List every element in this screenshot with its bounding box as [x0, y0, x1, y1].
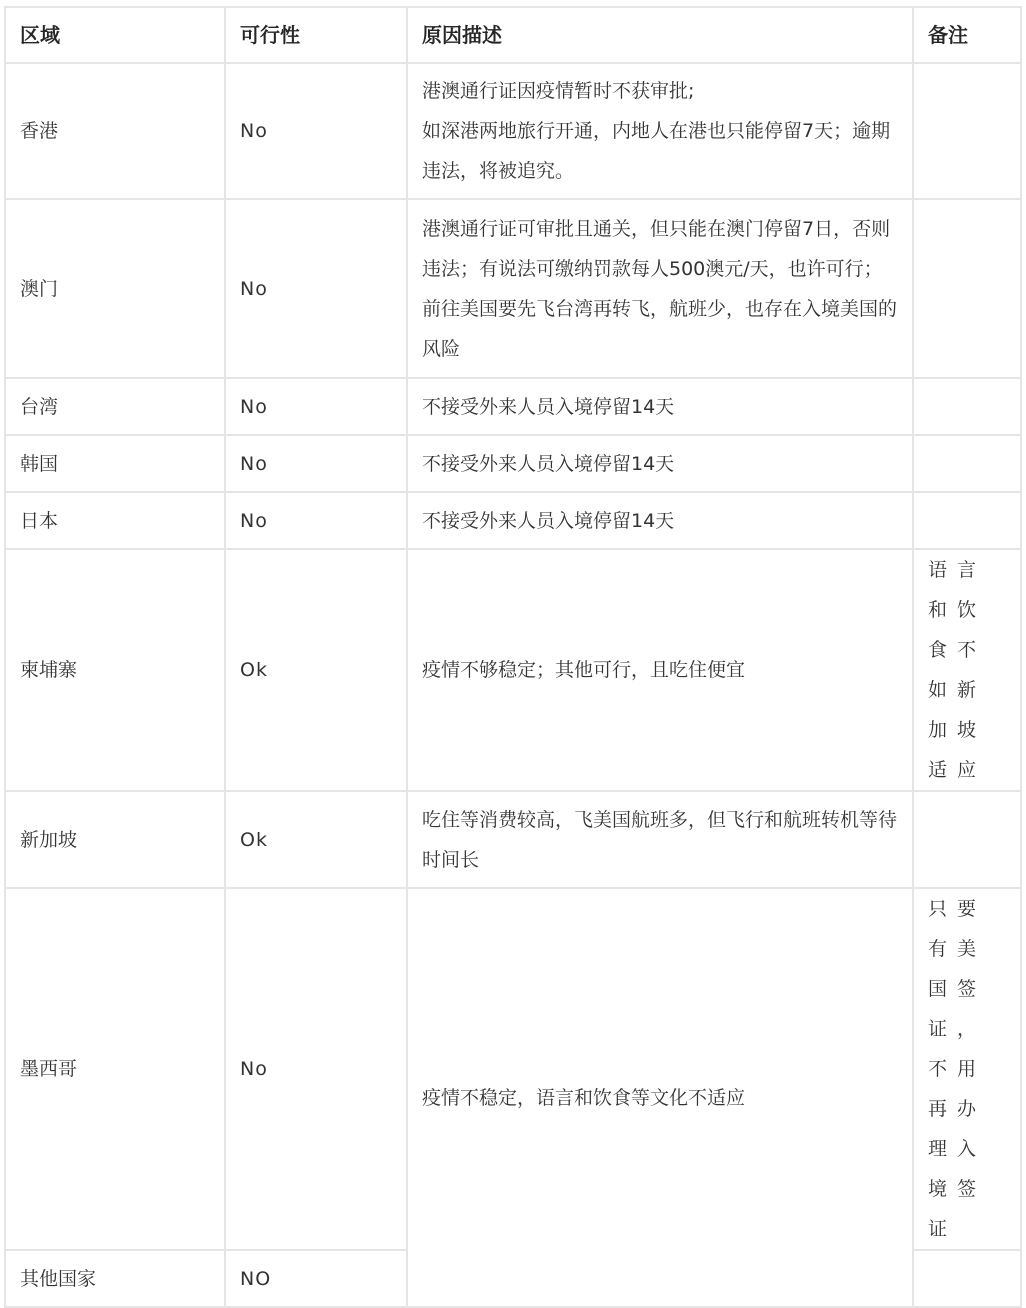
note-cell: 语言和饮食不如新加坡适应	[913, 549, 1021, 791]
feasibility-cell: No	[225, 63, 407, 199]
header-note: 备注	[913, 7, 1021, 63]
table-row	[5, 63, 1021, 199]
reason-cell	[407, 888, 913, 1307]
feasibility-cell: Ok	[225, 549, 407, 791]
reason-cell	[407, 199, 913, 378]
region-cell: 柬埔寨	[5, 549, 225, 791]
region-cell: 香港	[5, 63, 225, 199]
table-row	[5, 435, 1021, 492]
note-cell	[913, 378, 1021, 435]
reason-line: 不接受外来人员入境停留14天	[422, 452, 675, 475]
note-cell: 只要有美国签证，不用再办理入境签证	[913, 888, 1021, 1250]
table-row	[5, 791, 1021, 888]
note-cell	[913, 199, 1021, 378]
region-cell: 其他国家	[5, 1250, 225, 1307]
region-cell: 韩国	[5, 435, 225, 492]
feasibility-cell: No	[225, 492, 407, 549]
reason-line: 港澳通行证可审批且通关，但只能在澳门停留7日，否则违法；有说法可缴纳罚款每人500澳元/天，也许可行；前往美国要先飞台湾再转飞，航班少，也存在入境美国的风险	[422, 217, 898, 360]
feasibility-cell: No	[225, 435, 407, 492]
reason-cell	[407, 63, 913, 199]
feasibility-cell: NO	[225, 1250, 407, 1307]
region-cell: 日本	[5, 492, 225, 549]
table-header-row	[5, 7, 1021, 63]
reason-line: 疫情不稳定，语言和饮食等文化不适应	[422, 1086, 746, 1109]
region-cell: 墨西哥	[5, 888, 225, 1250]
feasibility-cell: No	[225, 378, 407, 435]
note-cell	[913, 435, 1021, 492]
note-cell	[913, 791, 1021, 888]
table-row	[5, 549, 1021, 791]
note-cell	[913, 1250, 1021, 1307]
region-cell: 新加坡	[5, 791, 225, 888]
reason-line: 吃住等消费较高，飞美国航班多，但飞行和航班转机等待时间长	[422, 808, 898, 871]
header-feasibility: 可行性	[225, 7, 407, 63]
note-cell	[913, 492, 1021, 549]
reason-line: 不接受外来人员入境停留14天	[422, 395, 675, 418]
reason-line: 不接受外来人员入境停留14天	[422, 509, 675, 532]
reason-cell	[407, 378, 913, 435]
table-row	[5, 888, 1021, 1250]
reason-line: 疫情不够稳定；其他可行，且吃住便宜	[422, 659, 746, 681]
note-cell	[913, 63, 1021, 199]
reason-cell	[407, 549, 913, 791]
reason-cell	[407, 791, 913, 888]
reason-cell	[407, 435, 913, 492]
reason-line: 港澳通行证因疫情暂时不获审批;	[422, 80, 695, 102]
feasibility-cell: No	[225, 888, 407, 1250]
feasibility-cell: No	[225, 199, 407, 378]
header-region: 区域	[5, 7, 225, 63]
travel-feasibility-table	[4, 6, 1022, 1308]
table-row	[5, 492, 1021, 549]
region-cell: 台湾	[5, 378, 225, 435]
reason-cell	[407, 492, 913, 549]
table-row	[5, 378, 1021, 435]
table-row	[5, 199, 1021, 378]
reason-line: 如深港两地旅行开通，内地人在港也只能停留7天；逾期违法，将被追究。	[422, 120, 891, 182]
feasibility-cell: Ok	[225, 791, 407, 888]
region-cell: 澳门	[5, 199, 225, 378]
header-reason: 原因描述	[407, 7, 913, 63]
